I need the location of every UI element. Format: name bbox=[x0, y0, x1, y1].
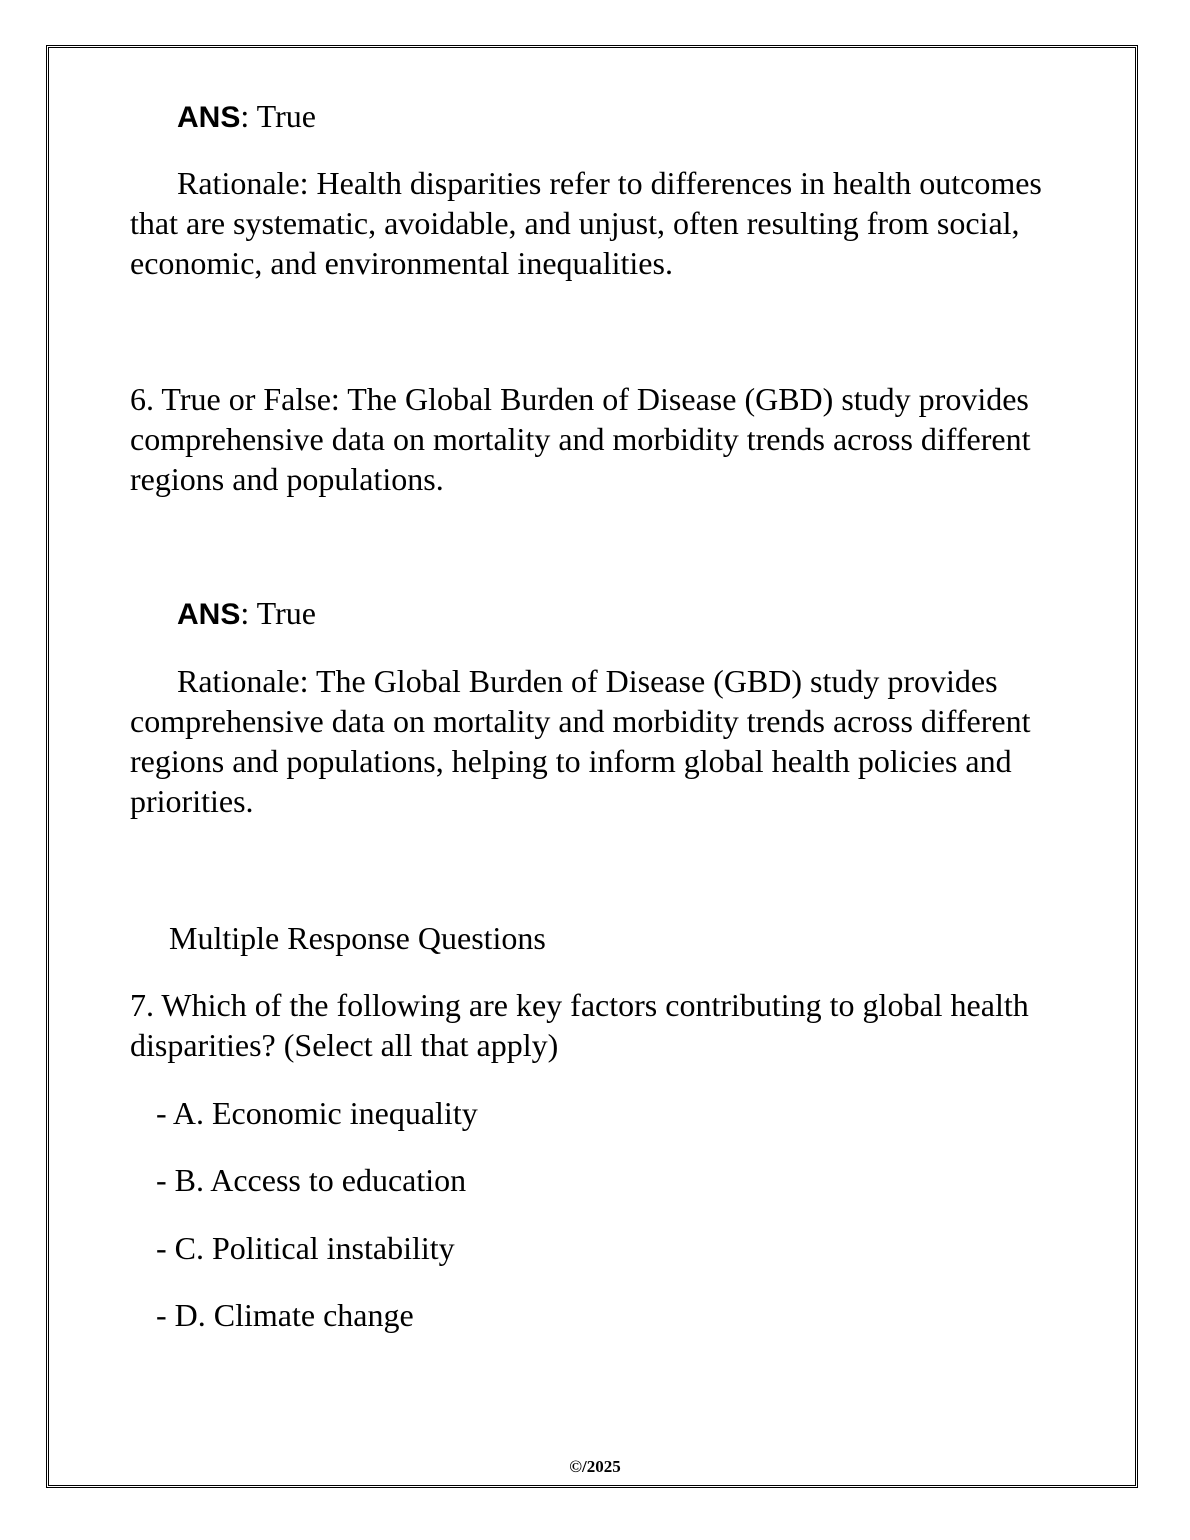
question-number: 7. bbox=[130, 987, 154, 1023]
option-d: - D. Climate change bbox=[156, 1297, 414, 1333]
question-6 bbox=[130, 379, 1060, 499]
option-b: - B. Access to education bbox=[156, 1162, 467, 1198]
rationale-6 bbox=[130, 661, 1060, 821]
question-text: Which of the following are key factors contributing to global health disparities? (Select all that apply) bbox=[130, 987, 1029, 1063]
question-number: 6. bbox=[130, 381, 154, 417]
footer-copyright: ©/2025 bbox=[569, 1457, 621, 1476]
rationale-text: The Global Burden of Disease (GBD) study provides comprehensive data on mortality and morbidity trends across different regions and populations, helping to inform global health policies and priorities. bbox=[130, 663, 1031, 819]
section-heading: Multiple Response Questions bbox=[169, 920, 546, 956]
rationale-1 bbox=[130, 163, 1060, 283]
answer-label: ANS bbox=[177, 101, 241, 134]
answer-separator: : bbox=[240, 98, 257, 134]
rationale-label: Rationale: bbox=[177, 165, 309, 201]
answer-value: True bbox=[256, 98, 316, 134]
rationale-label: Rationale: bbox=[177, 663, 309, 699]
option-c: - C. Political instability bbox=[156, 1230, 455, 1266]
answer-value: True bbox=[256, 595, 316, 631]
answer-label: ANS bbox=[177, 598, 241, 631]
answer-6 bbox=[130, 593, 1107, 635]
question-text: True or False: The Global Burden of Disease (GBD) study provides comprehensive data on mortality and morbidity trends across different regions and populations. bbox=[130, 381, 1031, 497]
answer-1 bbox=[130, 96, 1107, 138]
question-7 bbox=[130, 985, 1060, 1065]
option-a: - A. Economic inequality bbox=[156, 1095, 478, 1131]
rationale-text: Health disparities refer to differences in health outcomes that are systematic, avoidable, and unjust, often resulting from social, economic, and environmental inequalities. bbox=[130, 165, 1042, 281]
answer-separator: : bbox=[240, 595, 257, 631]
